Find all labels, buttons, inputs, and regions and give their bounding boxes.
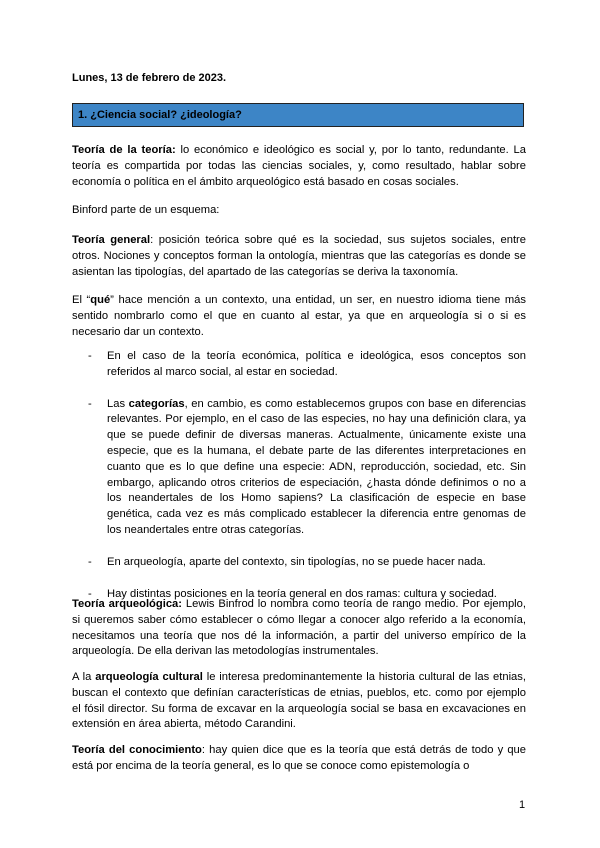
paragraph-text-pre: A la [72,671,96,683]
list-item [88,555,526,571]
bullet-dash: - [88,587,92,600]
bullet-text: Hay distintas posiciones en la teoría general en dos ramas: cultura y sociedad. [107,587,497,600]
term-teoria-del-conocimiento: Teoría del conocimiento [72,744,202,756]
paragraph-text-pre: El “ [72,294,91,306]
bullet-text-pre: Las [107,397,129,410]
paragraph-teoria-general [72,233,526,280]
paragraph-text: Lewis Binfrod lo nombra como teoría de rango medio. Por ejemplo, si queremos saber cómo establecer o cómo llegar a conocer algo referido a la economía, necesitamos una teoría que nos dé la información, a partir del universo empírico de la arqueología. De ella derivan las metodologías instrumentales. [72,598,527,658]
paragraph-teoria-del-conocimiento [72,743,526,775]
bullet-list [88,349,526,618]
term-que: qué [90,294,111,306]
section-heading: 1. ¿Ciencia social? ¿ideología? [72,103,524,127]
term-teoria-de-la-teoria: Teoría de la teoría: [72,144,176,156]
paragraph-text: ” hace mención a un contexto, una entidad, un ser, en nuestro idioma tiene más sentido nombrarlo como el que en cuanto al estar, ya que en arqueología si o si es necesario dar un contexto. [72,294,527,338]
bullet-term: categorías [128,397,185,410]
paragraph-text: le interesa predominantemente la historia cultural de las etnias, buscan el contexto que definían características de etnias, pueblos, etc. como por ejemplo el fósil director. Su forma de excavar en la arqueología social se basa en excavaciones en extensión en área abierta, método Carandini. [72,671,526,731]
paragraph-text: : posición teórica sobre qué es la sociedad, sus sujetos sociales, entre otros. Nociones y conceptos forman la ontología, mientras que las categorías es donde se asientan las tipologías, del apartado de las categorías se deriva la taxonomía. [72,234,526,278]
paragraph-teoria-arqueologica [72,597,526,660]
term-teoria-general: Teoría general [72,234,151,246]
paragraph-teoria-de-la-teoria [72,143,526,190]
paragraph-binford: Binford parte de un esquema: [72,204,220,216]
paragraph-text: : hay quien dice que es la teoría que está detrás de todo y que está por encima de la teoría general, es lo que se conoce como epistemología o [72,744,526,772]
document-date: Lunes, 13 de febrero de 2023. [72,72,227,84]
term-teoria-arqueologica: Teoría arqueológica: [72,598,183,610]
list-item [88,397,526,539]
bullet-dash: - [88,555,92,568]
bullet-text: , en cambio, es como establecemos grupos con base en diferencias relevantes. Por ejemplo, en el caso de las especies, no hay una definición clara, ya que se puede definir de diversas maneras. Actualmente, únicamente existe una especie, que es la humana, el debate parte de las diferentes interpretaciones en cuanto que es lo que define una especie: ADN, reproducción, sociedad, etc. Sin embargo, aplicando otros criterios de especiación, ¿hasta dónde definimos o no a los neandertales de los Homo sapiens? La clasificación de especie en base genética, cada vez es más complicado establecer la diferencia entre genomas de los neandertales entre otras categorías. [107,397,526,536]
paragraph-que [72,293,526,340]
bullet-dash: - [88,350,92,362]
bullet-text: En el caso de la teoría económica, política e ideológica, esos conceptos son referidos al marco social, al estar en sociedad. [107,350,526,378]
paragraph-arqueologia-cultural [72,670,526,733]
term-arqueologia-cultural: arqueología cultural [95,671,203,683]
page-number: 1 [519,799,526,811]
bullet-text: En arqueología, aparte del contexto, sin tipologías, no se puede hacer nada. [107,555,486,568]
list-item [88,349,526,381]
bullet-dash: - [88,397,92,410]
paragraph-text: lo económico e ideológico es social y, por lo tanto, redundante. La teoría es compartida por todas las ciencias sociales, y, como resultado, hablar sobre economía o política en el ámbito arqueológico está basado en cosas sociales. [72,144,526,188]
